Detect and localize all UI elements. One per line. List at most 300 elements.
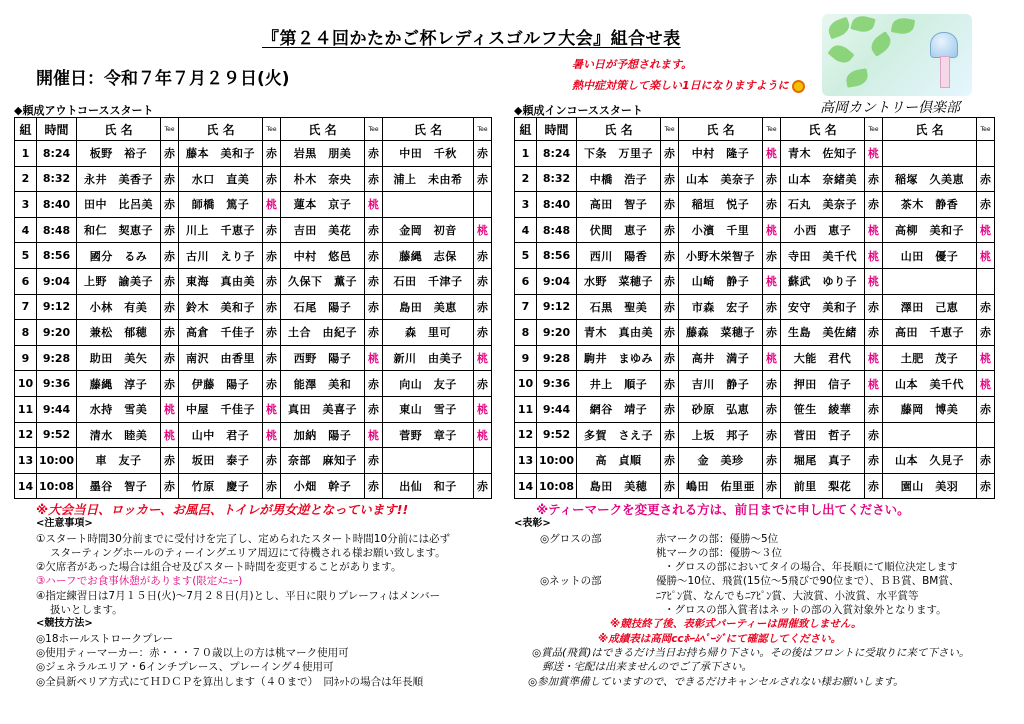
start-time: 8:40 [37,192,77,218]
tee-mark: 赤 [474,268,492,294]
group-number: 8 [15,320,37,346]
start-time: 8:40 [537,192,577,218]
tee-mark: 赤 [661,345,679,371]
player-name [383,192,474,218]
table-row [15,243,492,269]
start-time: 8:24 [37,141,77,167]
player-name: 金 美珍 [679,448,763,474]
tee-mark: 桃 [977,345,995,371]
caution-item: ③ハーフでお食事休憩があります(限定ﾒﾆｭｰ) [36,575,243,588]
player-name: 前里 梨花 [781,473,865,499]
player-name: 藤本 美和子 [179,141,263,167]
tee-mark: 桃 [365,422,383,448]
start-time: 9:12 [37,294,77,320]
club-name: 高岡カントリー倶楽部 [820,100,960,116]
tee-mark: 桃 [865,345,883,371]
table-row [15,268,492,294]
player-name: 板野 裕子 [77,141,161,167]
player-name: 東山 雪子 [383,396,474,422]
tee-mark: 桃 [865,217,883,243]
tee-mark: 桃 [263,422,281,448]
col-name: 氏 名 [281,118,365,141]
player-name: 中村 悠邑 [281,243,365,269]
table-row [15,345,492,371]
method-heading: <競技方法> [36,618,93,630]
player-name: 山本 奈緒美 [781,166,865,192]
tee-mark: 赤 [865,166,883,192]
tee-mark: 赤 [263,294,281,320]
group-number: 1 [15,141,37,167]
tee-mark [977,422,995,448]
player-name: 中田 千秋 [383,141,474,167]
group-number: 2 [515,166,537,192]
tee-mark: 赤 [661,268,679,294]
start-time: 8:56 [537,243,577,269]
tee-mark: 赤 [661,320,679,346]
group-number: 7 [515,294,537,320]
player-name: 大能 君代 [781,345,865,371]
player-name: 南沢 由香里 [179,345,263,371]
player-name: 藤縄 志保 [383,243,474,269]
tee-mark: 桃 [865,268,883,294]
player-name: 山中 君子 [179,422,263,448]
player-name: 清水 睦美 [77,422,161,448]
player-name: 古川 えり子 [179,243,263,269]
player-name: 山本 美千代 [883,371,977,397]
player-name: 小林 有美 [77,294,161,320]
tee-mark: 赤 [365,141,383,167]
tee-mark: 赤 [474,141,492,167]
tee-mark: 赤 [763,320,781,346]
player-name: 伊藤 陽子 [179,371,263,397]
group-number: 3 [15,192,37,218]
tee-mark: 赤 [161,294,179,320]
group-number: 3 [515,192,537,218]
player-name: 森 里可 [383,320,474,346]
player-name: 西川 陽香 [577,243,661,269]
method-item: ◎全員新ペリア方式にてＨＤＣＰを算出します（４０まで） 同ﾈｯﾄの場合は年長順 [36,675,424,688]
tee-mark: 桃 [474,396,492,422]
tee-mark: 赤 [763,166,781,192]
in-course-title: ◆頼成インコーススタート [514,104,643,117]
group-number: 9 [15,345,37,371]
player-name: 奈部 麻知子 [281,448,365,474]
player-name: 岩黒 朋美 [281,141,365,167]
tee-mark: 赤 [661,294,679,320]
player-name: 石田 千津子 [383,268,474,294]
group-number: 4 [15,217,37,243]
player-name: 生島 美佐緒 [781,320,865,346]
player-name: 中村 隆子 [679,141,763,167]
tee-mark: 赤 [977,320,995,346]
player-name: 澤田 己恵 [883,294,977,320]
tee-mark: 桃 [474,422,492,448]
player-name: 真田 美喜子 [281,396,365,422]
col-time: 時間 [37,118,77,141]
player-name: 高田 千恵子 [883,320,977,346]
player-name: 石黒 聖美 [577,294,661,320]
tee-mark: 桃 [763,217,781,243]
player-name: 土合 由紀子 [281,320,365,346]
table-row [15,217,492,243]
tee-mark: 赤 [474,294,492,320]
col-tee: Tee [263,118,281,141]
player-name: 石尾 陽子 [281,294,365,320]
col-tee: Tee [474,118,492,141]
group-number: 5 [515,243,537,269]
player-name: 師橋 篤子 [179,192,263,218]
tee-mark: 赤 [661,371,679,397]
tee-mark: 赤 [365,294,383,320]
tee-mark: 赤 [263,473,281,499]
player-name: 竹原 慶子 [179,473,263,499]
col-name: 氏 名 [179,118,263,141]
tee-change-alert: ※ティーマークを変更される方は、前日までに申し出てください。 [536,502,910,517]
player-name: 菅野 章子 [383,422,474,448]
tee-mark: 赤 [365,243,383,269]
tee-mark: 桃 [365,345,383,371]
tee-mark [977,141,995,167]
results-notice: ※成績表は高岡ccﾎｰﾑﾍﾟｰｼﾞにて確認してください。 [598,632,842,645]
player-name: 園山 美羽 [883,473,977,499]
tee-mark: 桃 [865,243,883,269]
tee-mark: 桃 [763,345,781,371]
tee-mark: 赤 [763,473,781,499]
player-name: 小野木栄智子 [679,243,763,269]
player-name: 高 貞順 [577,448,661,474]
tee-mark: 桃 [474,345,492,371]
tee-mark: 赤 [474,473,492,499]
table-row [515,141,995,167]
group-number: 14 [515,473,537,499]
tee-mark: 赤 [365,217,383,243]
tee-mark: 赤 [865,294,883,320]
start-time: 9:28 [537,345,577,371]
caution-item: ④指定練習日は7月１５日(火)〜7月２８日(月)とし、平日に限りプレーフィはメンバー [36,589,441,602]
player-name: 藤縄 淳子 [77,371,161,397]
player-name: 山本 美奈子 [679,166,763,192]
tee-mark: 赤 [977,448,995,474]
player-name: 高田 智子 [577,192,661,218]
player-name: 水野 菜穂子 [577,268,661,294]
player-name: 青木 真由美 [577,320,661,346]
start-time: 10:00 [37,448,77,474]
player-name: 山本 久見子 [883,448,977,474]
player-name: 山田 優子 [883,243,977,269]
group-number: 13 [515,448,537,474]
player-name: 網谷 靖子 [577,396,661,422]
table-row [515,473,995,499]
player-name: 能澤 美和 [281,371,365,397]
net-item: ﾆｱﾋﾟﾝ賞、なんでもﾆｱﾋﾟﾝ賞、大波賞、小波賞、水平賞等 [656,589,919,602]
table-row [515,448,995,474]
locker-alert: ※大会当日、ロッカー、お風呂、トイレが男女逆となっています!! [36,502,409,517]
group-number: 6 [15,268,37,294]
group-number: 7 [15,294,37,320]
tee-mark [977,268,995,294]
tee-mark: 桃 [263,192,281,218]
table-row [15,320,492,346]
tee-mark: 赤 [661,396,679,422]
tee-mark: 赤 [661,192,679,218]
player-name: 新川 由美子 [383,345,474,371]
tee-mark: 赤 [661,448,679,474]
tee-mark: 赤 [365,448,383,474]
table-row [515,166,995,192]
tee-mark: 桃 [977,217,995,243]
tee-mark: 赤 [763,294,781,320]
tee-mark: 桃 [161,422,179,448]
player-name: 小濱 千里 [679,217,763,243]
player-name: 中屋 千佳子 [179,396,263,422]
player-name: 水口 直美 [179,166,263,192]
tee-mark: 赤 [865,422,883,448]
player-name: 吉川 静子 [679,371,763,397]
tee-mark: 赤 [365,473,383,499]
start-time: 10:08 [37,473,77,499]
sunflower-icon [792,80,805,93]
player-name: 上野 諭美子 [77,268,161,294]
wind-chime-illustration [822,14,972,96]
start-time: 9:36 [37,371,77,397]
player-name [883,141,977,167]
tee-mark: 赤 [365,166,383,192]
table-row [15,448,492,474]
out-course-title: ◆頼成アウトコーススタート [14,104,154,117]
tee-mark: 赤 [263,243,281,269]
player-name: 小西 恵子 [781,217,865,243]
table-row [15,166,492,192]
tee-mark: 桃 [977,371,995,397]
method-item: ◎ジェネラルエリア・6インチプレース、プレーイング４使用可 [36,661,334,674]
group-number: 6 [515,268,537,294]
tee-mark: 赤 [263,371,281,397]
player-name: 吉田 美花 [281,217,365,243]
tee-mark: 赤 [474,166,492,192]
player-name: 永井 美香子 [77,166,161,192]
player-name: 寺田 美千代 [781,243,865,269]
start-time: 10:08 [537,473,577,499]
tee-mark: 赤 [161,320,179,346]
tee-mark: 桃 [365,192,383,218]
table-row [515,320,995,346]
player-name: 高井 満子 [679,345,763,371]
player-name: 鈴木 美和子 [179,294,263,320]
player-name: 土肥 茂子 [883,345,977,371]
start-time: 9:20 [37,320,77,346]
start-time: 9:52 [537,422,577,448]
group-number: 5 [15,243,37,269]
player-name: 駒井 まゆみ [577,345,661,371]
start-time: 9:36 [537,371,577,397]
tee-mark: 赤 [763,243,781,269]
start-time: 9:20 [537,320,577,346]
tee-mark: 桃 [865,141,883,167]
group-number: 14 [15,473,37,499]
col-group: 組 [15,118,37,141]
table-row [15,473,492,499]
tee-mark: 赤 [365,396,383,422]
tee-mark: 赤 [865,448,883,474]
start-time: 8:48 [537,217,577,243]
col-name: 氏 名 [383,118,474,141]
gross-item: 赤マークの部：優勝〜5位 [656,532,779,545]
party-notice: ※競技終了後、表彰式パーティーは開催致しません。 [610,618,862,631]
tee-mark: 赤 [977,294,995,320]
tee-mark: 赤 [977,473,995,499]
caution-heading: <注意事項> [36,518,93,530]
group-number: 4 [515,217,537,243]
table-row [15,422,492,448]
player-name: 多賀 さえ子 [577,422,661,448]
table-row [15,371,492,397]
player-name: 押田 信子 [781,371,865,397]
col-time: 時間 [537,118,577,141]
start-time: 9:52 [37,422,77,448]
award-row [514,574,969,588]
tee-mark: 赤 [661,141,679,167]
tee-mark: 赤 [161,141,179,167]
method-item: ◎使用ティーマーカー：赤・・・７０歳以上の方は桃マーク使用可 [36,646,349,659]
wind-chime-icon [930,32,958,58]
tee-mark: 赤 [263,268,281,294]
player-name: 安守 美和子 [781,294,865,320]
heat-notice-line: 熱中症対策して楽しい1日になりますように [572,75,805,96]
caution-item: ①スタート時間30分前までに受付けを完了し、定められたスタート時間10分前には必ず [36,532,451,545]
tee-mark: 赤 [263,141,281,167]
player-name: 藤森 菜穂子 [679,320,763,346]
group-number: 1 [515,141,537,167]
tee-mark: 赤 [865,473,883,499]
tee-mark: 赤 [474,243,492,269]
table-row [515,243,995,269]
player-name: 田中 比呂美 [77,192,161,218]
table-row [515,268,995,294]
table-row [515,192,995,218]
table-row [15,141,492,167]
player-name: 伏間 恵子 [577,217,661,243]
player-name: 石丸 美奈子 [781,192,865,218]
player-name: 金岡 初音 [383,217,474,243]
event-date: 開催日：令和７年７月２９日(火) [36,69,290,89]
player-name: 笹生 綾華 [781,396,865,422]
player-name: 蓮本 京子 [281,192,365,218]
tee-mark: 赤 [263,345,281,371]
group-number: 11 [15,396,37,422]
group-number: 13 [15,448,37,474]
tee-mark: 桃 [474,217,492,243]
player-name: 山崎 静子 [679,268,763,294]
player-name: 川上 千恵子 [179,217,263,243]
caution-item: 扱いとします。 [50,604,123,617]
award-heading: <表彰> [514,518,551,530]
tee-mark: 桃 [763,141,781,167]
player-name: 久保下 薫子 [281,268,365,294]
col-name: 氏 名 [883,118,977,141]
tee-mark: 桃 [763,268,781,294]
col-tee: Tee [365,118,383,141]
group-number: 9 [515,345,537,371]
player-name: 稲塚 久美恵 [883,166,977,192]
tee-mark: 赤 [161,473,179,499]
tee-mark: 赤 [661,473,679,499]
start-time: 9:12 [537,294,577,320]
player-name [383,448,474,474]
tee-mark: 赤 [763,448,781,474]
left-notes [36,503,450,689]
tee-mark: 赤 [763,371,781,397]
tee-mark: 赤 [474,371,492,397]
tee-mark: 桃 [161,396,179,422]
player-name: 東海 真由美 [179,268,263,294]
col-tee: Tee [763,118,781,141]
tee-mark: 桃 [977,243,995,269]
start-time: 10:00 [537,448,577,474]
heat-notice [572,54,805,96]
player-name: 向山 友子 [383,371,474,397]
group-number: 2 [15,166,37,192]
player-name: 島田 美恵 [383,294,474,320]
right-notes [514,503,969,689]
tee-mark: 赤 [763,192,781,218]
award-row [514,532,969,546]
tee-mark: 赤 [865,396,883,422]
group-number: 8 [515,320,537,346]
tee-mark: 赤 [865,320,883,346]
start-time: 8:48 [37,217,77,243]
start-time: 9:28 [37,345,77,371]
page-title: 『第２４回かたかご杯レディスゴルフ大会』組合せ表 [262,29,681,49]
player-name: 浦上 未由希 [383,166,474,192]
player-name: 稲垣 悦子 [679,192,763,218]
player-name: 下条 万里子 [577,141,661,167]
tee-mark: 赤 [263,166,281,192]
table-row [515,422,995,448]
start-time: 9:04 [37,268,77,294]
tee-mark: 赤 [161,345,179,371]
tee-mark: 赤 [661,243,679,269]
start-time: 8:24 [537,141,577,167]
tee-mark: 赤 [474,320,492,346]
player-name [883,268,977,294]
table-row [15,192,492,218]
method-item: ◎18ホールストロークプレー [36,632,174,645]
tee-mark: 赤 [161,448,179,474]
player-name: 嶋田 佑里亜 [679,473,763,499]
tee-mark: 赤 [263,320,281,346]
prize-notice: ◎参加賞準備していますので、できるだけキャンセルされない様お願いします。 [528,675,904,688]
player-name: 島田 美穂 [577,473,661,499]
player-name: 高柳 美和子 [883,217,977,243]
tee-mark [474,448,492,474]
player-name: 西野 陽子 [281,345,365,371]
gross-item: ・グロスの部においてタイの場合、年長順にて順位決定します [664,561,958,574]
start-time: 9:44 [537,396,577,422]
player-name: 加納 陽子 [281,422,365,448]
group-number: 12 [515,422,537,448]
col-tee: Tee [161,118,179,141]
tee-mark: 赤 [977,166,995,192]
col-name: 氏 名 [781,118,865,141]
player-name: 小畑 幹子 [281,473,365,499]
tee-mark: 赤 [661,217,679,243]
player-name: 高倉 千佳子 [179,320,263,346]
player-name: 朴木 奈央 [281,166,365,192]
net-item: ・グロスの部入賞者はネットの部の入賞対象外となります。 [664,604,947,617]
in-course-table [514,117,995,499]
player-name: 堀尾 真子 [781,448,865,474]
tee-mark: 赤 [365,371,383,397]
